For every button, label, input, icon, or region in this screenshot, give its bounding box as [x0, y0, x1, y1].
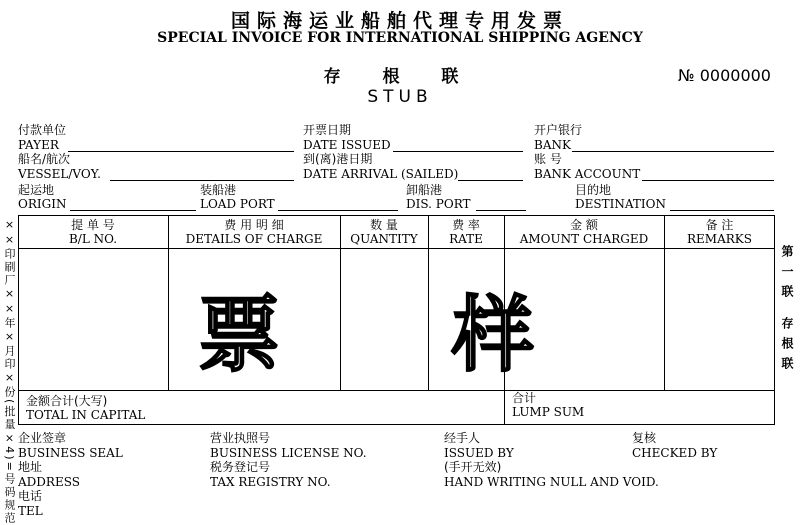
col-header-quantity-en: QUANTITY	[350, 232, 418, 246]
seal-label-cn: 企业签章	[18, 431, 67, 445]
arrival-label-en: DATE ARRIVAL (SAILED)	[303, 167, 459, 181]
checked-label-cn: 复核	[632, 431, 657, 445]
stub-chinese: 存 根 联	[323, 67, 477, 87]
tel-label-en: TEL	[18, 504, 43, 518]
col-header-rate	[428, 218, 504, 246]
col-header-bl-en: B/L NO.	[68, 232, 118, 246]
col-header-details	[168, 218, 340, 246]
col-header-details-en: DETAILS OF CHARGE	[185, 232, 323, 246]
license-label-en: BUSINESS LICENSE NO.	[210, 446, 367, 460]
origin-label-en: ORIGIN	[18, 197, 67, 211]
destination-field[interactable]	[670, 210, 774, 211]
col-header-remarks-en: REMARKS	[687, 232, 752, 246]
col-header-details-cn: 费 用 明 细	[224, 218, 284, 232]
col-header-bl-cn: 提 单 号	[71, 218, 115, 232]
issued-label-cn: 经手人	[444, 431, 481, 445]
account-label-en: BANK ACCOUNT	[534, 167, 641, 181]
load-port-label-en: LOAD PORT	[200, 197, 275, 211]
total-capital-label-en: TOTAL IN CAPITAL	[26, 408, 146, 422]
address-label-cn: 地址	[18, 460, 43, 474]
origin-field[interactable]	[70, 210, 196, 211]
tax-label-cn: 税务登记号	[210, 460, 271, 474]
payer-label-en: PAYER	[18, 138, 59, 152]
stub-english: STUB	[367, 87, 433, 107]
vessel-field[interactable]	[110, 180, 294, 181]
bank-label-en: BANK	[534, 138, 571, 152]
address-label-en: ADDRESS	[18, 475, 80, 489]
specimen-stamp-right: 样	[452, 287, 535, 383]
copy-label-stub: 第一联 存根联	[780, 245, 794, 378]
dis-port-label-cn: 卸船港	[406, 183, 443, 197]
date-issued-label-en: DATE ISSUED	[303, 138, 391, 152]
date-issued-label-cn: 开票日期	[303, 123, 352, 137]
dis-port-field[interactable]	[476, 210, 526, 211]
lump-sum-label-en: LUMP SUM	[512, 405, 585, 419]
col-header-rate-cn: 费 率	[452, 218, 480, 232]
issued-label-en: ISSUED BY	[444, 446, 514, 460]
col-header-amount-en: AMOUNT CHARGED	[519, 232, 649, 246]
bank-field[interactable]	[572, 151, 774, 152]
total-capital-label-cn: 金额合计(大写)	[26, 394, 108, 408]
date-issued-field[interactable]	[393, 151, 523, 152]
charges-table	[18, 215, 775, 425]
col-header-quantity	[340, 218, 428, 246]
origin-label-cn: 起运地	[18, 183, 55, 197]
vessel-label-cn: 船名/航次	[18, 152, 71, 166]
tax-label-en: TAX REGISTRY NO.	[210, 475, 331, 489]
col-header-quantity-cn: 数 量	[370, 218, 398, 232]
col-header-amount-cn: 金 额	[570, 218, 598, 232]
arrival-label-cn: 到(离)港日期	[303, 152, 373, 166]
payer-field[interactable]	[68, 151, 294, 152]
load-port-field[interactable]	[278, 210, 398, 211]
col-header-rate-en: RATE	[449, 232, 483, 246]
seal-label-en: BUSINESS SEAL	[18, 446, 123, 460]
tel-label-cn: 电话	[18, 489, 43, 503]
license-label-cn: 营业执照号	[210, 431, 271, 445]
specimen-stamp-left: 票	[198, 287, 281, 383]
account-field[interactable]	[642, 180, 774, 181]
col-header-amount	[504, 218, 664, 246]
col-header-bl	[18, 218, 168, 246]
printer-margin-note: ××印刷厂××年×月印×份(批量×4)=号码规范	[3, 218, 16, 525]
bank-label-cn: 开户银行	[534, 123, 583, 137]
payer-label-cn: 付款单位	[18, 123, 67, 137]
invoice-number: № 0000000	[678, 66, 771, 85]
vessel-label-en: VESSEL/VOY.	[18, 167, 101, 181]
void-label-cn: (手开无效)	[444, 460, 502, 474]
destination-label-en: DESTINATION	[575, 197, 666, 211]
load-port-label-cn: 装船港	[200, 183, 237, 197]
col-header-remarks	[664, 218, 775, 246]
arrival-field[interactable]	[458, 180, 523, 181]
void-label-en: HAND WRITING NULL AND VOID.	[444, 475, 659, 489]
col-header-remarks-cn: 备 注	[705, 218, 734, 232]
title-chinese: 国际海运业船舶代理专用发票	[230, 10, 569, 32]
title-english: SPECIAL INVOICE FOR INTERNATIONAL SHIPPING AGENCY	[157, 30, 643, 46]
destination-label-cn: 目的地	[575, 183, 612, 197]
account-label-cn: 账 号	[534, 152, 562, 166]
checked-label-en: CHECKED BY	[632, 446, 718, 460]
dis-port-label-en: DIS. PORT	[406, 197, 471, 211]
table-header-divider	[18, 248, 775, 249]
table-total-divider	[18, 390, 775, 391]
lump-sum-label-cn: 合计	[512, 391, 537, 405]
